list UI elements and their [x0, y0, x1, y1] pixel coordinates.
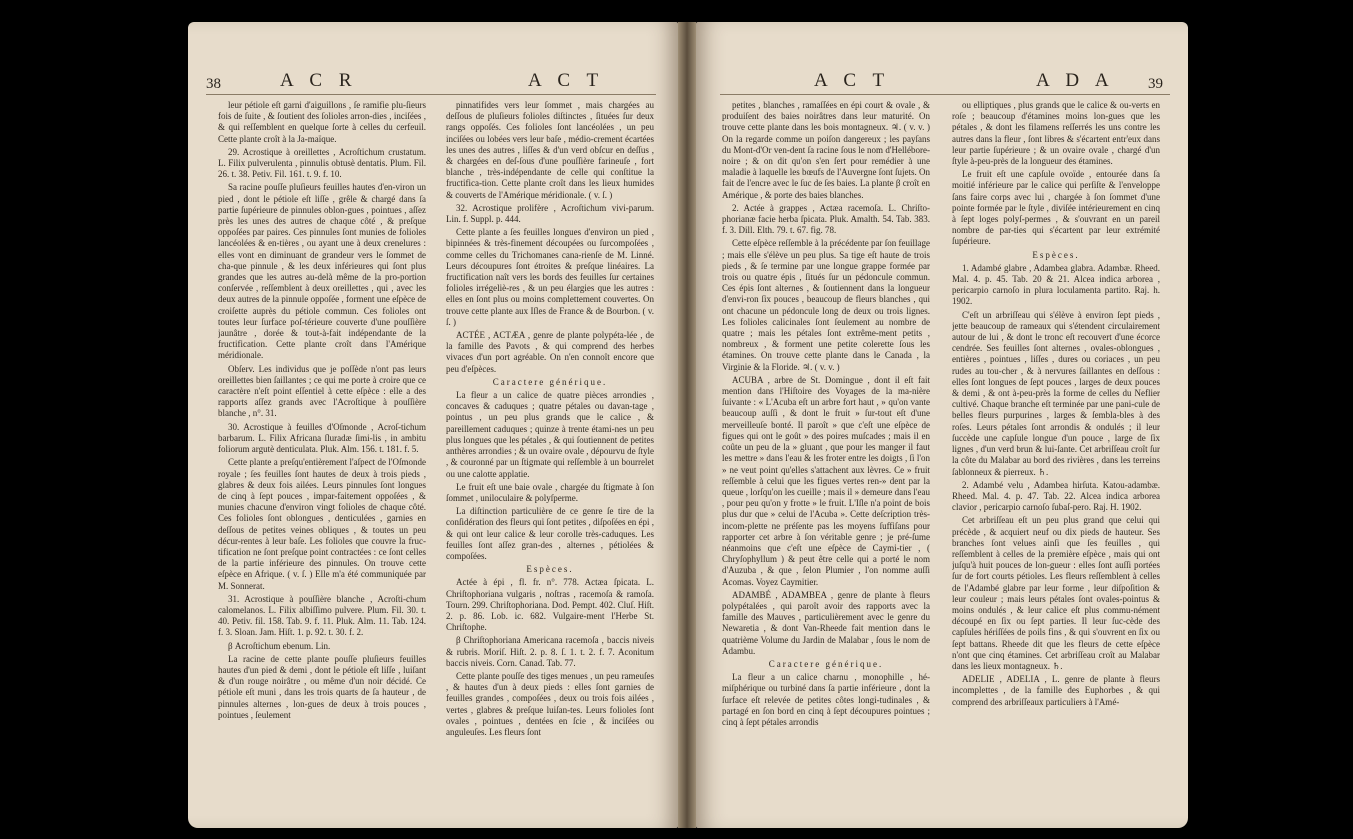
text-column	[722, 100, 930, 815]
paragraph: 32. Acrostique prolifère , Acroſtichum vivi-parum. Lin. f. Suppl. p. 444.	[446, 202, 654, 225]
section-heading: Espèces.	[1032, 249, 1080, 260]
text-column	[952, 100, 1160, 815]
right-page	[696, 22, 1188, 828]
page-number: 38	[206, 76, 221, 92]
paragraph: Actée à épi , fl. fr. n°. 778. Actæa ſpicata. L. Chriſtophoriana vulgaris , noſtras , racemoſa & ramoſa. Tourn. 299. Chriſtophoriana. Dod. Pempt. 402. Cluſ. Hiſt. 2. p. 86. Lob. ic. 682. Vulgaire-ment l'Herbe St. Chriſtophe.	[446, 577, 654, 633]
paragraph: 29. Acrostique à oreillettes , Acroſtichum crustatum. L. Filix pulverulenta , pinnulis obtusè dentatis. Plum. Fil. 26. t. 38. Petiv. Fil. 161. t. 9. f. 10.	[218, 146, 426, 180]
text-column	[218, 100, 426, 815]
paragraph: La fleur a un calice de quatre pièces arrondies , concaves & caduques ; quatre pétales ou davan-tage , pointus , un peu plus grands que le calice , & pareillement caduques ; quinze à trente étami-nes un peu plus longues que les pétales , & qui ſoutiennent de petites anthères arrondies ; & un ovaire ovale , dépourvu de ſtyle , & couronné par un ſtigmate qui reſſemble à un bourrelet ou une calotte applatie.	[446, 390, 654, 479]
paragraph: Sa racine pouſſe pluſieurs feuilles hautes d'en-viron un pied , dont le pétiole eſt liſſe , grêle & chargé dans ſa partie ſupérieure de pinnules oblon-gues , pointues , aſſez près les unes des autres de chaque côté , & preſque oppoſées par paires. Ces pinnules ſont munies de folioles lancéolées & en-tières , ou ayant une à deux crenelures : elles vont en diminuant de grandeur vers le ſommet de cha-que pinnule , & les deux inférieures qui ſont plus grandes que les autres au-delà même de la pro-portion conſervée , reſſemblent à deux oreillettes , qui , avec les deux autres de la pinnule oppoſée , forment une eſpèce de croiſette auprès du pétiole commun. Ces folioles ont toutes leur ſurface poſ-térieure couverte d'une pouſſière jaunâtre , dorée & tout-à-fait indépendante de la fructification. Cette plante croît dans l'Amérique méridionale.	[218, 182, 426, 361]
running-head: A D A	[1036, 70, 1115, 91]
paragraph: β Chriſtophoriana Americana racemoſa , baccis niveis & rubris. Moriſ. Hiſt. 2. p. 8. ſ. 1. t. 2. f. 7. Aconitum baccis niveis. Corn. Canad. Tab. 77.	[446, 635, 654, 668]
left-page	[188, 22, 678, 828]
paragraph: 30. Acrostique à feuilles d'Oſmonde , Acroſ-tichum barbarum. L. Filix Africana ſluradæ ſimi-lis , in ambitu foliorum argutè denticulata. Pluk. Alm. 156. t. 181. f. 5.	[218, 421, 426, 455]
header-rule	[206, 94, 656, 95]
paragraph: petites , blanches , ramaſſées en épi court & ovale , & produiſent des baies noirâtres dans leur maturité. On trouve cette plante dans les bois montagneux. ♃. ( v. v. ) On la regarde comme un poiſon dangereux ; les payſans du Mont-d'Or ven-dent ſa racine ſous le nom d'Hellébore-noire ; & on dit qu'on s'en ſert pour remédier à une maladie à laquelle les bœufs de l'Auvergne ſont ſujets. On fait de l'encre avec le ſuc de ſes baies. La plante β croît en Amérique , & porte des baies blanches.	[722, 100, 930, 200]
paragraph: Cette eſpèce reſſemble à la précédente par ſon feuillage ; mais elle s'élève un peu plus. Sa tige eſt haute de trois pieds , & ſe termine par une longue grappe formée par trois ou quatre épis , ſitués ſur un pédoncule commun. Ces épis ſont alternes , & ſoutiennent dans la longueur d'envi-ron ſix pouces , beaucoup de fleurs blanches , qui ont chacune un pédoncule long de deux ou trois lignes. Les folioles calicinales ſont ſeulement au nombre de quatre ; mais les pétales ſont extrême-ment petits , nombreux , & forment une petite colerette ſous les étamines. On trouve cette plante dans le Canada , la Virginie & la Floride. ♃. ( v. v. )	[722, 238, 930, 372]
paragraph: pinnatifides vers leur ſommet , mais chargées au deſſous de pluſieurs folioles diſtinctes , ſituées ſur deux rangs oppoſés. Ces folioles ſont lancéolées , un peu inciſées ou lobées vers leur baſe , médio-crement écartées les unes des autres , liſſes & d'un verd obſcur en deſſus , & chargées en deſ-ſous d'une pouſſière farineuſe , fort blanche , très-indépendante de celle qui conſtitue la fructifica-tion. Cette plante croît dans les lieux humides & couverts de l'Amérique méridionale. ( v. ſ. )	[446, 100, 654, 200]
section-heading: Caractere générique.	[768, 658, 884, 669]
text-column	[446, 100, 654, 815]
paragraph: Cet arbriſſeau eſt un peu plus grand que celui qui précède , & acquiert neuf ou dix pieds de hauteur. Ses branches ſont velues ainſi que ſes feuilles , qui reſſemblent à celles de la première eſpèce , mais qui ont juſqu'à huit pouces de lon-gueur : elles ſont auſſi portées ſur de fort courts pétioles. Les fleurs reſſemblent à celles de l'Adambé glabre par leur forme , leur diſpoſition & leur couleur ; mais leurs pétales ſont ovales-pointus & moins ondulés , & leur calice eſt plus commu-nément découpé en ſix ou ſept parties. Il leur ſuc-cède des capſules hériſſées de poils fins , & qui s'ouvrent en ſix ou ſept battans. Rheede dit que les fleurs de cette eſpèce n'ont que cinq étamines. Cet arbriſſeau croît au Malabar dans les lieux montagneux. ♄.	[952, 515, 1160, 671]
paragraph: 2. Adambé velu , Adambea hirſuta. Katou-adambæ. Rheed. Mal. 4. p. 47. Tab. 22. Alcea indica arborea clavior , pericarpio carnoſo ſubaſ-pero. Raj. H. 1902.	[952, 479, 1160, 513]
paragraph: ou elliptiques , plus grands que le calice & ou-verts en roſe ; beaucoup d'étamines moins lon-gues que les pétales , & dont les filamens reſſerrés les uns contre les autres dans la fleur , ſont libres & s'écartent entr'eux dans leur partie ſupérieure ; & un ovaire ovale , chargé d'un ſtyle à-peu-près de la longueur des étamines.	[952, 100, 1160, 167]
paragraph: Obſerv. Les individus que je poſſède n'ont pas leurs oreillettes bien ſaillantes ; ce qui me porte à croire que ce caractère n'eſt point eſſentiel à cette eſpèce : elle a des rapports aſſez grands avec l'Acroſtique à pouſſière blanche , n°. 31.	[218, 363, 426, 419]
paragraph: Cette plante a preſqu'entièrement l'aſpect de l'Oſmonde royale ; ſes feuilles ſont hautes de deux à trois pieds , glabres & deux fois ailées. Leurs pinnules ſont longues de cinq à ſept pouces , impar-faitement oppoſées , & munies chacune d'environ vingt folioles de chaque côté. Ces folioles ſont oblongues , denticulées , garnies en deſſous de petites veines obliques , & toutes un peu décur-rentes à leur baſe. Les folioles que couvre la fruc-tification ne ſont preſque point contractées : ce ſont celles de la partie inférieure des pinnules. On trouve cette eſpèce en Afrique. ( v. ſ. ) Elle m'a été communiquée par M. Sonnerat.	[218, 457, 426, 591]
paragraph: Le fruit eſt une capſule ovoïde , entourée dans ſa moitié inférieure par le calice qui perſiſte & l'enveloppe ſans faire corps avec lui , chargée à ſon ſommet d'une pointe formée par le ſtyle , diviſée intérieurement en cinq à ſept loges polyſ-permes , & s'ouvrant en un pareil nombre de par-ties qui s'écartent par leur extrémité ſupérieure.	[952, 169, 1160, 247]
paragraph: ADELIE , ADELIA , L. genre de plante à fleurs incomplettes , de la famille des Euphorbes , & qui comprend des arbriſſeaux particuliers à l'Amé-	[952, 674, 1160, 707]
header-rule	[720, 94, 1170, 95]
paragraph: La diſtinction particulière de ce genre ſe tire de la conſidération des fleurs qui ſont petites , diſpoſées en épi , & qui ont leur calice & leur corolle très-caduques. Les feuilles ſont aſſez gran-des , alternes , pétiolées & compoſées.	[446, 506, 654, 561]
section-heading: Caractere générique.	[492, 376, 608, 387]
paragraph: ACTÉE , ACTÆA , genre de plante polypéta-lée , de la famille des Pavots , & qui comprend des herbes vivaces d'un port agréable. On n'en connoît encore que peu d'eſpèces.	[446, 330, 654, 374]
paragraph: C'eſt un arbriſſeau qui s'élève à environ ſept pieds , jette beaucoup de rameaux qui s'étendent circulairement autour de lui , & dont le tronc eſt recouvert d'une écorce cendrée. Ses feuilles ſont alternes , ovales-oblongues , entières , pointues , liſſes , dures ou coriaces , un peu rudes au tou-cher , & à nervures ſaillantes en deſſous : elles ſont longues de ſept pouces , larges de deux pouces & demi , & ont à-peu-près la forme de celles du Neflier cultivé. Chaque branche eſt terminée par une pani-cule de belles fleurs purpurines , larges & ſembla-bles à des roſes. Leurs pétales ſont arrondis & ondulés ; il leur ſuccède une capſule longue d'un pouce , large de ſix lignes , d'un verd brun & lui-ſante. Cet arbriſſeau croît ſur la côte du Malabar au bord des rivières , dans les terreins ſablonneux & pierreux. ♄.	[952, 309, 1160, 477]
running-head: A C R	[280, 70, 358, 91]
paragraph: leur pétiole eſt garni d'aiguillons , ſe ramifie plu-ſieurs fois de ſuite , & ſoutient des ſolioles arron-dies , inciſées , & qui reſſemblent en quelque ſorte à celles du cerfeuil. Cette plante croît à la Ja-maïque.	[218, 100, 426, 144]
paragraph: Cette plante a ſes feuilles longues d'environ un pied , bipinnées & très-finement découpées ou ſurcompoſées , comme celles du Trichomanes cana-rienſe de M. Linné. Leurs découpures ſont étroites & preſque linéaires. La fructification naît vers les bords des feuilles ſur certaines folioles irrégeliè-res , & un peu élargies que les autres : elles en ſont plus ou moins complettement couvertes. On trouve cette plante aux Iſles de France & de Bourbon. ( v. ſ. )	[446, 227, 654, 327]
book-gutter	[678, 22, 696, 828]
paragraph: 31. Acrostique à pouſſière blanche , Acroſti-chum calomelanos. L. Filix albiſſimo pulvere. Plum. Fil. 30. t. 40. Petiv. fil. 158. Tab. 9. f. 11. Pluk. Alm. 11. Tab. 124. f. 3. Sloan. Jam. Hiſt. 1. p. 92. t. 30. f. 2.	[218, 593, 426, 638]
paragraph: 1. Adambé glabre , Adambea glabra. Adambæ. Rheed. Mal. 4. p. 45. Tab. 20 & 21. Alcea indica arborea , pericarpio carnoſo in plura loculamenta partito. Raj. h. 1902.	[952, 262, 1160, 307]
paragraph: ADAMBÉ , ADAMBEA , genre de plante à fleurs polypétalées , qui paroît avoir des rapports avec la famille des Mauves , particulièrement avec le genre du Newaretia , & dont Van-Rheede fait mention dans le quatrième Volume du Jardin de Malabar , ſous le nom de Adambu.	[722, 589, 930, 656]
paragraph: β Acroſtichum ebenum. Lin.	[228, 640, 331, 651]
paragraph: La fleur a un calice charnu , monophille , hé-miſphérique ou turbiné dans ſa partie inférieure , dont la ſurface eſt relevée de petites côtes longi-tudinales , & partagé en ſon bord en cinq à ſept découpures pointues ; cinq à ſept pétales arrondis	[722, 672, 930, 727]
paragraph: Le fruit eſt une baie ovale , chargée du ſtigmate à ſon ſommet , uniloculaire & polyſperme.	[446, 481, 654, 503]
book-spread	[188, 22, 1188, 828]
paragraph: ACUBA , arbre de St. Domingue , dont il eſt fait mention dans l'Hiſtoire des Voyages de la ma-nière ſuivante : « L'Acuba eſt un arbre fort haut , » qu'on vante beaucoup auſſi , & dont le fruit » ſur-tout eſt d'une merveilleuſe bonté. Il paroît » que c'eſt une eſpèce de figues qui ont le goût » des poires muſcades ; mais il en coûte un peu de la » gluant , que pour les manger il faut les mettre » dans l'eau & les froter entre les doigts , ſi l'on » ne veut point qu'elles s'attachent aux lèvres. Ce » fruit reſſemble à celui que les figues vertes ren-» dent par la queue , lorſqu'on les cueille ; mais il » demeure dans l'eau , pour peu qu'on y frotte » le fruit. L'Iſle n'a point de bois plus dur que » celui de l'Acuba ». Cette deſcription très-incom-plette ne préſente pas les moyens ſuffiſans pour rapporter cet arbre à ſon véritable genre ; je pré-ſume néanmoins que c'eſt une eſpèce de Caymi-tier , ( Chryſophyllum ) & peut être celle qui a porté le nom d'Auzuba , & que , ſelon Plumier , l'on nomme auſſi Acomas. Voyez Caymitier.	[722, 374, 930, 587]
page-number: 39	[1148, 76, 1163, 92]
paragraph: La racine de cette plante pouſſe pluſieurs feuilles hautes d'un pied & demi , dont le pétiole eſt liſſe , luiſant & d'un rouge noirâtre , ou même d'un noir décidé. Ce pétiole eſt muni , dans les trois quarts de ſa hauteur , de pinnules alternes , lon-gues de deux à trois pouces , pointues , ſeulement	[218, 653, 426, 720]
paragraph: 2. Actée à grappes , Actæa racemoſa. L. Chriſto-phorianæ facie herba ſpicata. Pluk. Amalth. 54. Tab. 383. f. 3. Dill. Elth. 79. t. 67. fig. 78.	[722, 202, 930, 236]
paragraph: Cette plante pouſſe des tiges menues , un peu rameuſes , & hautes d'un à deux pieds : elles ſont garnies de feuilles grandes , compoſées , deux ou trois fois ailées , vertes , glabres & preſque luiſan-tes. Leurs folioles ſont ovales , pointues , dentées en ſcie , & inciſées ou anguleuſes. Les fleurs ſont	[446, 670, 654, 737]
running-head: A C T	[528, 70, 605, 91]
running-head: A C T	[814, 70, 891, 91]
section-heading: Espèces.	[526, 564, 574, 575]
